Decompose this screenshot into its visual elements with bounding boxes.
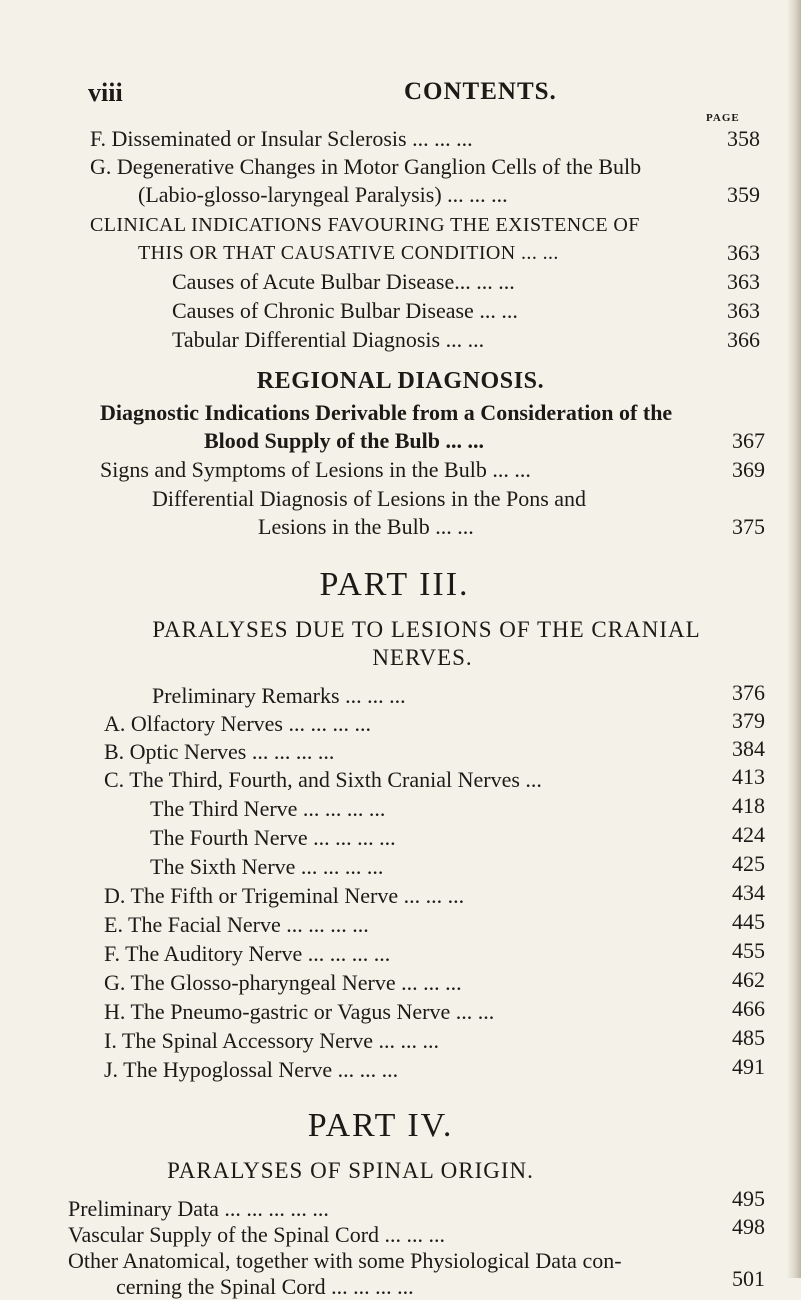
toc-entry-text: Preliminary Remarks ... ... ... bbox=[152, 683, 406, 708]
toc-entry-page: 413 bbox=[732, 764, 765, 789]
toc-entry-text: Causes of Acute Bulbar Disease... ... ... bbox=[172, 269, 515, 294]
toc-entry-page: 491 bbox=[732, 1054, 765, 1079]
page-number: viii bbox=[88, 78, 123, 107]
toc-entry-text: The Fourth Nerve ... ... ... ... bbox=[150, 825, 396, 850]
toc-entry-page: 498 bbox=[732, 1214, 765, 1239]
toc-entry-page: 363 bbox=[727, 298, 760, 323]
toc-entry-text: Causes of Chronic Bulbar Disease ... ... bbox=[172, 298, 518, 323]
toc-entry-page: 418 bbox=[732, 793, 765, 818]
part-subtitle: PARALYSES DUE TO LESIONS OF THE CRANIAL bbox=[152, 617, 701, 642]
toc-entry-page: 466 bbox=[732, 996, 765, 1021]
toc-entry-page: 379 bbox=[732, 708, 765, 733]
toc-entry-text: H. The Pneumo-gastric or Vagus Nerve ... ... bbox=[104, 999, 495, 1024]
part-title: PART III. bbox=[319, 566, 470, 603]
toc-entry-text: Tabular Differential Diagnosis ... ... bbox=[172, 327, 485, 352]
toc-entry-page: 462 bbox=[732, 967, 765, 992]
toc-entry-page: 367 bbox=[732, 428, 765, 453]
page-header bbox=[88, 78, 741, 112]
toc-entry-text: THIS OR THAT CAUSATIVE CONDITION ... ... bbox=[138, 242, 559, 264]
toc-entry-page: 485 bbox=[732, 1025, 765, 1050]
toc-entry-text: Vascular Supply of the Spinal Cord ... ... ... bbox=[68, 1222, 446, 1247]
toc-entry-text: J. The Hypoglossal Nerve ... ... ... bbox=[104, 1057, 399, 1082]
toc-entry-page: 358 bbox=[727, 126, 760, 151]
part-subtitle: PARALYSES OF SPINAL ORIGIN. bbox=[167, 1158, 534, 1183]
toc-entry-page: 424 bbox=[732, 822, 765, 847]
section-heading-regional: REGIONAL DIAGNOSIS. bbox=[256, 368, 545, 394]
toc-entry-page: 359 bbox=[727, 182, 760, 207]
toc-entry-text: B. Optic Nerves ... ... ... ... bbox=[104, 739, 335, 764]
toc-entry-text: Diagnostic Indications Derivable from a Consideration of the bbox=[100, 400, 673, 425]
part-subtitle: NERVES. bbox=[372, 645, 473, 670]
toc-entry-text: The Third Nerve ... ... ... ... bbox=[150, 796, 386, 821]
toc-entry-page: 384 bbox=[732, 736, 765, 761]
toc-entry-page: 369 bbox=[732, 457, 765, 482]
toc-entry-text: D. The Fifth or Trigeminal Nerve ... ... ... bbox=[104, 883, 465, 908]
toc-entry-text: Lesions in the Bulb ... ... bbox=[258, 514, 474, 539]
toc-entry-text: F. The Auditory Nerve ... ... ... ... bbox=[104, 941, 391, 966]
toc-entry-text: cerning the Spinal Cord ... ... ... ... bbox=[116, 1274, 414, 1299]
toc-entry-page: 376 bbox=[732, 680, 765, 705]
toc-heading-line: CLINICAL INDICATIONS FAVOURING THE EXISTENCE OF bbox=[90, 214, 640, 236]
toc-entry-page: 363 bbox=[727, 269, 760, 294]
toc-entry-text: A. Olfactory Nerves ... ... ... ... bbox=[104, 711, 371, 736]
toc-entry-page: 455 bbox=[732, 938, 765, 963]
toc-entry-page: 501 bbox=[732, 1266, 765, 1291]
toc-entry-text: C. The Third, Fourth, and Sixth Cranial Nerves ... bbox=[104, 767, 542, 792]
toc-entry-page: 366 bbox=[727, 327, 760, 352]
toc-entry-page: 425 bbox=[732, 851, 765, 876]
toc-entry-text: Differential Diagnosis of Lesions in the Pons and bbox=[152, 486, 587, 511]
toc-entry-text: Blood Supply of the Bulb ... ... bbox=[204, 428, 484, 453]
page-title: CONTENTS. bbox=[404, 78, 557, 105]
toc-entry-text: Other Anatomical, together with some Physiological Data con- bbox=[68, 1248, 622, 1273]
part-title: PART IV. bbox=[307, 1107, 454, 1144]
toc-entry-page: 445 bbox=[732, 909, 765, 934]
toc-entry-text: I. The Spinal Accessory Nerve ... ... ... bbox=[104, 1028, 440, 1053]
page-column-label: PAGE bbox=[706, 112, 740, 124]
toc-entry-page: 434 bbox=[732, 880, 765, 905]
toc-entry-text: (Labio-glosso-laryngeal Paralysis) ... ... ... bbox=[138, 182, 508, 207]
toc-entry-text: Signs and Symptoms of Lesions in the Bulb ... ... bbox=[100, 457, 531, 482]
toc-entry-text: G. Degenerative Changes in Motor Ganglion Cells of the Bulb bbox=[90, 154, 642, 179]
toc-entry-text: E. The Facial Nerve ... ... ... ... bbox=[104, 912, 369, 937]
toc-entry-page: 375 bbox=[732, 514, 765, 539]
toc-entry-page: 363 bbox=[727, 240, 760, 265]
toc-entry-text: Preliminary Data ... ... ... ... ... bbox=[68, 1196, 329, 1221]
toc-entry-text: F. Disseminated or Insular Sclerosis ... ... ... bbox=[90, 126, 473, 151]
toc-entry-text: G. The Glosso-pharyngeal Nerve ... ... ... bbox=[104, 970, 462, 995]
toc-entry-text: The Sixth Nerve ... ... ... ... bbox=[150, 854, 384, 879]
toc-entry-page: 495 bbox=[732, 1186, 765, 1211]
